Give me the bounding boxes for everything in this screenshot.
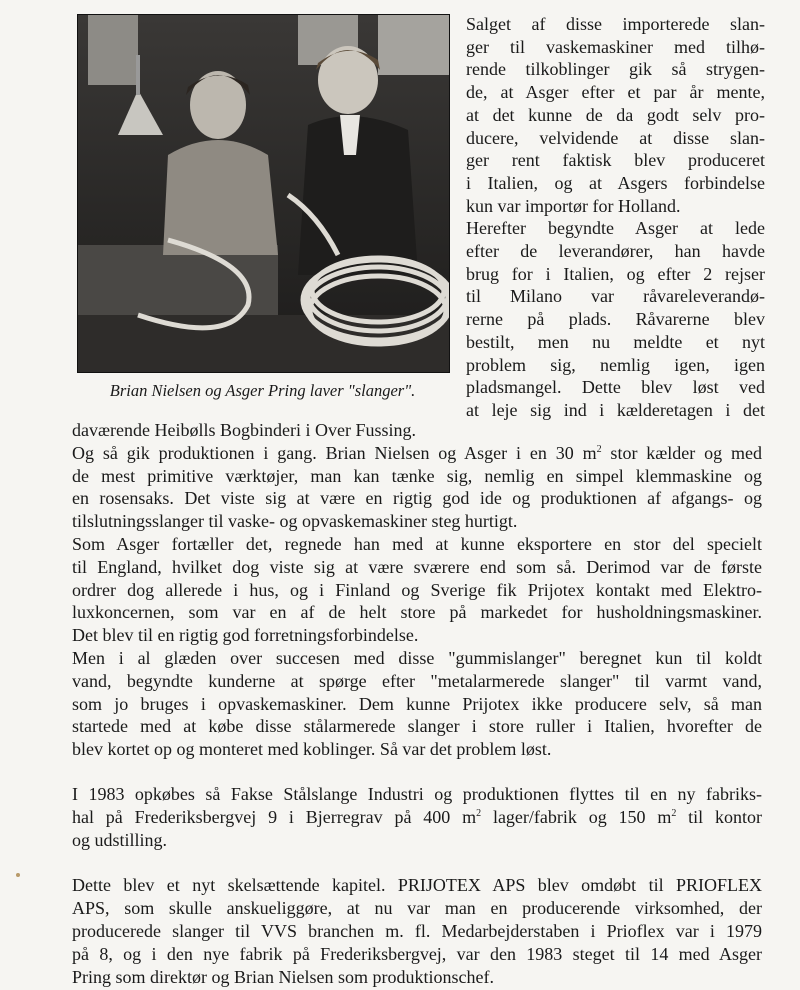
text-line: som jo bruges i opvaskemaskiner. Dem kunne Prijotex ikke producere selv, så man xyxy=(72,693,762,714)
text-line: de, at Asger efter et par år mente, xyxy=(466,82,765,103)
text-line: brug for i Italien, og efter 2 rejser xyxy=(466,263,765,284)
text-line: ger til vaskemaskiner med tilhø- xyxy=(466,36,765,57)
text-line: problem sig, nemlig igen, igen xyxy=(466,354,765,375)
text-line: en rosensaks. Det viste sig at være en rigtig god ide og produktionen af afgangs- og xyxy=(72,488,762,509)
text-line: blev kortet op og monteret med koblinger. Så var det problem løst. xyxy=(72,739,552,760)
text-line: I 1983 opkøbes så Fakse Stålslange Industri og produktionen flyttes til en ny fabriks- xyxy=(72,783,762,804)
right-column-text xyxy=(466,13,765,422)
text-line: at leje sig ind i kælderetagen i det xyxy=(466,399,765,420)
text-line: efter de leverandører, han havde xyxy=(466,241,765,262)
photo-caption: Brian Nielsen og Asger Pring laver "slanger". xyxy=(109,381,416,400)
text-line: hal på Frederiksbergvej 9 i Bjerregrav på 400 $m^2$ lager/fabrik og 150 $m^2$ til kontor xyxy=(72,806,762,827)
text-line: vand, begyndte kunderne at spørge efter "metalarmerede slanger" til varmt vand, xyxy=(72,670,762,691)
text-line: bestilt, men nu meldte et nyt xyxy=(466,331,765,352)
text-line: ducere, velvidende at disse slan- xyxy=(466,127,765,148)
text-line: til Milano var råvareleverandø- xyxy=(466,286,765,307)
text-line: Salget af disse importerede slan- xyxy=(466,14,765,34)
text-line: producerede slanger til VVS branchen m. fl. Medarbejderstaben i Prioflex var i 1979 xyxy=(72,920,762,941)
text-line: Dette blev et nyt skelsættende kapitel. PRIJOTEX APS blev omdøbt til PRIOFLEX xyxy=(72,875,762,896)
text-line: Og så gik produktionen i gang. Brian Nielsen og Asger i en 30 $m^2$ stor kælder og med xyxy=(72,442,762,463)
text-line: ger rent faktisk blev produceret xyxy=(466,150,765,171)
text-line: rende tilkoblinger gik så strygen- xyxy=(466,59,765,80)
text-line: ordrer dog allerede i hus, og i Finland og Sverige fik Prijotex kontakt med Elektro- xyxy=(72,579,762,600)
text-line: de mest primitive værktøjer, man kan tænke sig, nemlig en simpel klemmaskine og xyxy=(72,465,762,486)
text-line: Det blev til en rigtig god forretningsforbindelse. xyxy=(72,625,419,646)
scan-speck xyxy=(16,873,20,877)
text-line: Men i al glæden over succesen med disse "gummislanger" beregnet kun til koldt xyxy=(72,647,762,668)
text-line: Herefter begyndte Asger at lede xyxy=(466,218,765,239)
text-line: APS, som skulle anskueliggøre, at nu var man en producerende virksomhed, der xyxy=(72,898,762,919)
photo-two-men-with-hoses xyxy=(77,14,450,373)
text-line: tilslutningsslanger til vaske- og opvaskemaskiner steg hurtigt. xyxy=(72,511,518,532)
text-line: at det kunne de da godt selv pro- xyxy=(466,104,765,125)
body-text xyxy=(72,419,762,988)
text-line: i Italien, og at Asgers forbindelse xyxy=(466,172,765,193)
text-line: Som Asger fortæller det, regnede han med at kunne eksportere en stor del specielt xyxy=(72,533,762,554)
text-line: rerne på plads. Råvarerne blev xyxy=(466,309,765,330)
text-line: pladsmangel. Dette blev løst ved xyxy=(466,377,765,398)
text-line: Pring som direktør og Brian Nielsen som produktionschef. xyxy=(72,966,494,987)
text-line: luxkoncernen, som var en af de helt store på markedet for husholdningsmaskiner. xyxy=(72,602,762,623)
text-line: startede med at købe disse stålarmerede slanger i store ruller i Italien, hvorefter de xyxy=(72,716,762,737)
text-line: og udstilling. xyxy=(72,829,168,850)
text-line: kun var importør for Holland. xyxy=(466,195,681,216)
text-line: til England, hvilket dog viste sig at være sværere end som så. Derimod var de første xyxy=(72,556,762,577)
text-line: på 8, og i den nye fabrik på Frederiksbergvej, var den 1983 steget til 14 med Asger xyxy=(72,943,762,964)
text-line: daværende Heibølls Bogbinderi i Over Fussing. xyxy=(72,420,416,440)
